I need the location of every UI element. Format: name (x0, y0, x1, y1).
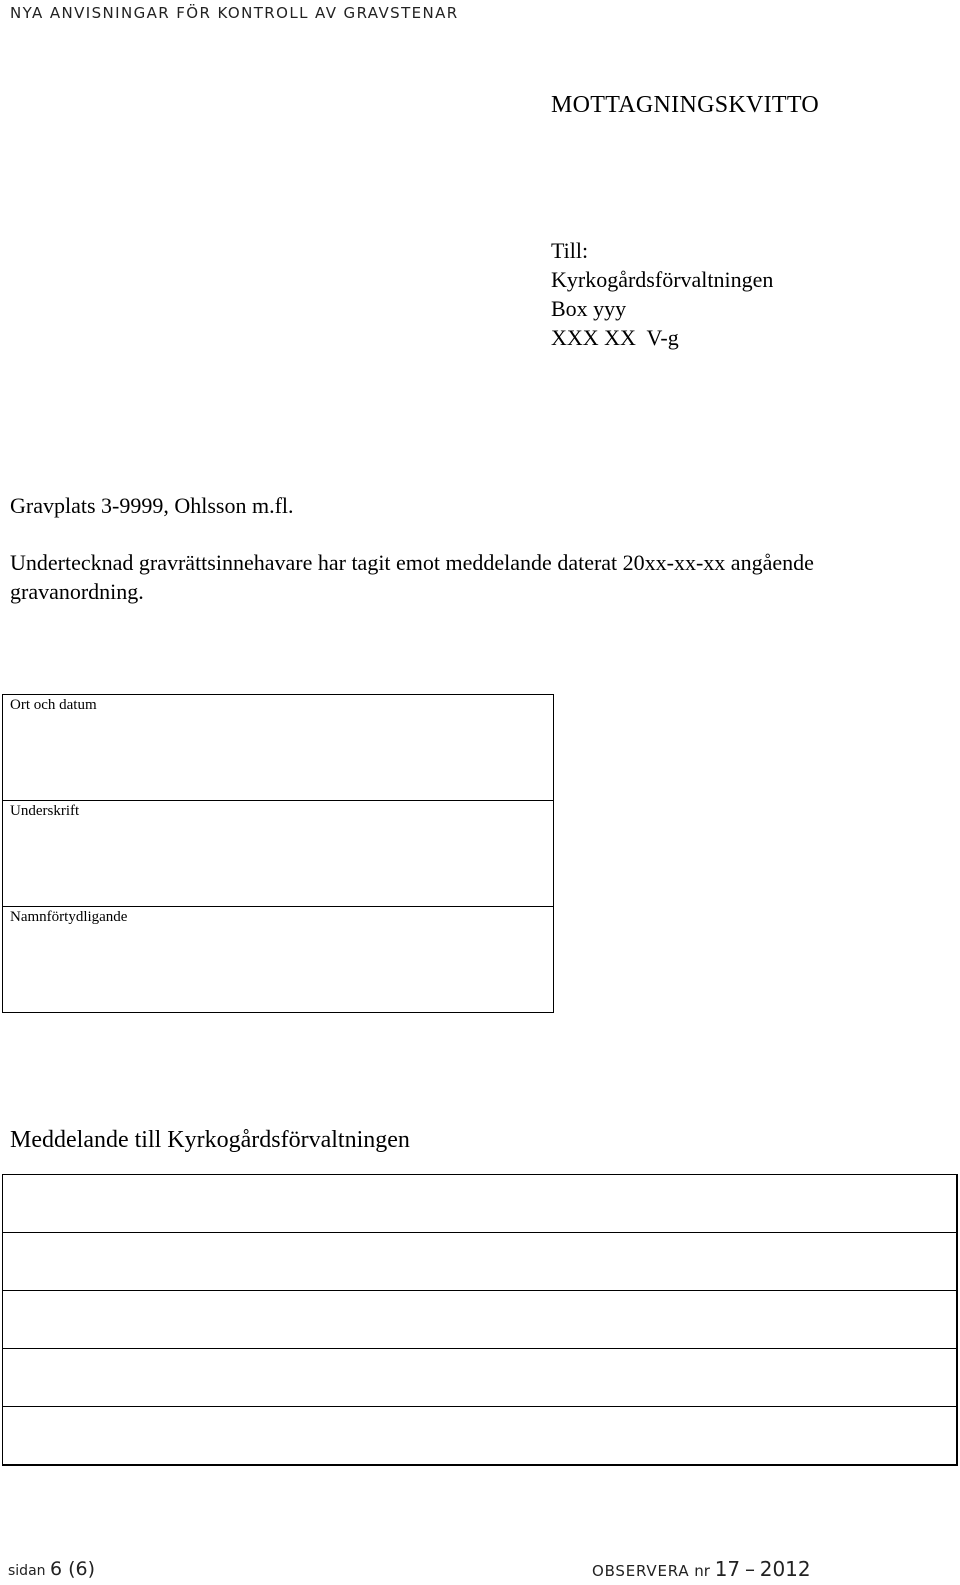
signature-form (2, 694, 554, 1013)
footer-issue-prefix: nr (694, 1562, 710, 1580)
name-clarification-label: Namnförtydligande (10, 909, 128, 925)
message-line-1[interactable] (3, 1175, 956, 1233)
place-date-label: Ort och datum (10, 697, 97, 713)
running-header: NYA ANVISNINGAR FÖR KONTROLL AV GRAVSTENAR (10, 4, 459, 22)
footer-publication (592, 1557, 811, 1581)
signature-field[interactable] (3, 801, 553, 907)
signature-label: Underskrift (10, 803, 80, 819)
footer-year: 2012 (759, 1557, 811, 1581)
grave-reference: Gravplats 3-9999, Ohlsson m.fl. (10, 493, 294, 518)
recipient-to-label: Till: (551, 238, 589, 263)
message-line-2[interactable] (3, 1233, 956, 1291)
message-section-title: Meddelande till Kyrkogårdsförvaltningen (10, 1127, 410, 1153)
name-clarification-field[interactable] (3, 907, 553, 1012)
recipient-postal: XXX XX V-g (551, 325, 679, 350)
recipient-box: Box yyy (551, 296, 627, 321)
footer-page-number: 6 (6) (49, 1558, 96, 1580)
footer-issue-number: 17 (714, 1557, 741, 1581)
message-line-3[interactable] (3, 1291, 956, 1349)
receipt-statement: Undertecknad gravrättsinnehavare har tagit emot meddelande daterat 20xx-xx-xx angående gravanordning. (10, 550, 814, 604)
footer-dash: – (744, 1557, 755, 1581)
footer-page-label: sidan (8, 1563, 46, 1579)
message-box (2, 1174, 958, 1466)
footer-publication-name: OBSERVERA (592, 1562, 690, 1580)
recipient-address (551, 236, 773, 352)
recipient-organization: Kyrkogårdsförvaltningen (551, 267, 774, 292)
footer-page-info (8, 1558, 95, 1580)
message-line-4[interactable] (3, 1349, 956, 1407)
message-line-5[interactable] (3, 1407, 956, 1464)
document-title: MOTTAGNINGSKVITTO (551, 92, 820, 118)
place-date-field[interactable] (3, 695, 553, 801)
